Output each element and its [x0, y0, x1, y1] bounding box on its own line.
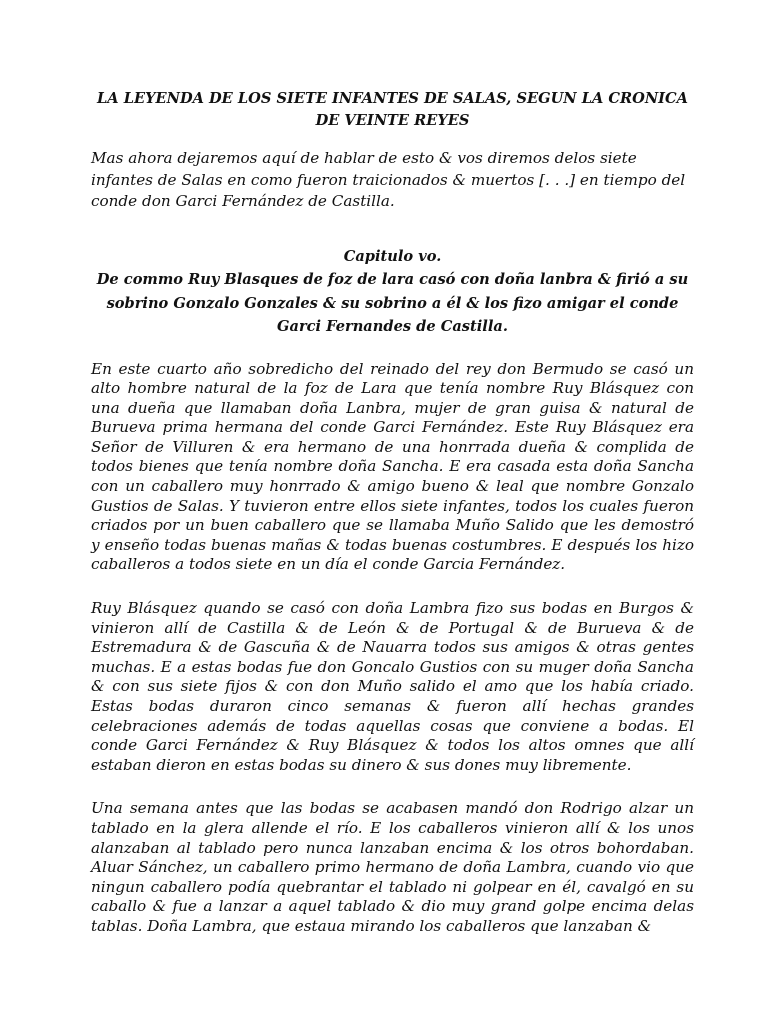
- chapter-title: De commo Ruy Blasques de foz de lara casó con doña lanbra & firió a su sobrino Gonzalo Gonzales & su sobrino a él & los fizo amigar el conde Garci Fernandes de Castilla.: [96, 271, 689, 335]
- body-paragraph-2: Ruy Blásquez quando se casó con doña Lambra fizo sus bodas en Burgos & vinieron allí de Castilla & de León & de Portugal & de Burueva & de Estremadura & de Gascuña & de Nauarra todos sus amigos & otras gentes muchas. E a estas bodas fue don Goncalo Gustios con su muger doña Sancha & con sus siete fijos & con don Muño salido el amo que los había criado. Estas bodas duraron cinco semanas & fueron allí hechas grandes celebraciones además de todas aquellas cosas que conviene a bodas. El conde Garci Fernández & Ruy Blásquez & todos los altos omnes que allí estaban dieron en estas bodas su dinero & sus dones muy libremente.: [91, 599, 694, 774]
- chapter-heading: Capitulo vo.: [343, 247, 442, 265]
- body-paragraph-3: Una semana antes que las bodas se acabasen mandó don Rodrigo alzar un tablado en la glera allende el río. E los caballeros vinieron allí & los unos alanzaban al tablado pero nunca lanzaban encima & los otros bohordaban. Aluar Sánchez, un caballero primo hermano de doña Lambra, cuando vio que ningun caballero podía quebrantar el tablado ni golpear en él, cavalgó en su caballo & fue a lanzar a aquel tablado & dio muy grand golpe encima delas tablas. Doña Lambra, que estaua mirando los caballeros que lanzaban &: [91, 799, 694, 935]
- document-title: LA LEYENDA DE LOS SIETE INFANTES DE SALAS, SEGUN LA CRONICA DE VEINTE REYES: [97, 90, 688, 129]
- body-paragraph-1: En este cuarto año sobredicho del reinado del rey don Bermudo se casó un alto hombre natural de la foz de Lara que tenía nombre Ruy Blásquez con una dueña que llamaban doña Lanbra, mujer de gran guisa & natural de Burueva prima hermana del conde Garci Fernández. Este Ruy Blásquez era Señor de Villuren & era hermano de una honrrada dueña & complida de todos bienes que tenía nombre doña Sancha. E era casada esta doña Sancha con un caballero muy honrrado & amigo bueno & leal que nombre Gonzalo Gustios de Salas. Y tuvieron entre ellos siete infantes, todos los cuales fueron criados por un buen caballero que se llamaba Muño Salido que les demostró y enseño todas buenas mañas & todas buenas costumbres. E después los hizo caballeros a todos siete en un día el conde Garcia Fernández.: [91, 359, 694, 574]
- chapter-header: [91, 245, 694, 339]
- document-page: [91, 88, 694, 937]
- intro-paragraph: Mas ahora dejaremos aquí de hablar de esto & vos diremos delos siete infantes de Salas en como fueron traicionados & muertos [. . .] en tiempo del conde don Garci Fernández de Castilla.: [91, 149, 686, 210]
